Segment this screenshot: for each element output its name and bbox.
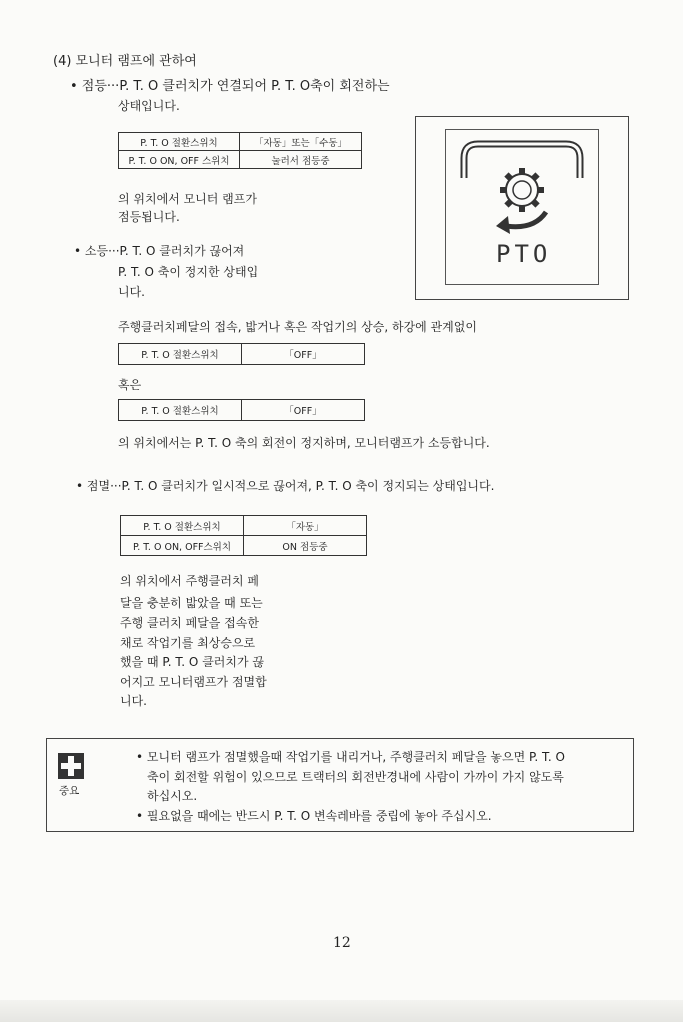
on-line-1: • 점등···P. T. O 클러치가 연결되어 P. T. O축이 회전하는 <box>70 79 390 94</box>
on-after-2: 점등됩니다. <box>118 210 180 224</box>
table-row <box>121 516 367 536</box>
table-cell: P. T. O 절환스위치 <box>119 133 240 151</box>
warning-line-1: • 모니터 램프가 점멸했을때 작업기를 내리거나, 주행클러치 페달을 놓으면 P. T. O <box>136 750 565 764</box>
blink-para-5: 했을 때 P. T. O 클러치가 끊 <box>120 655 264 669</box>
on-after-1: 의 위치에서 모니터 램프가 <box>118 192 257 206</box>
table-cell: 「OFF」 <box>242 400 365 421</box>
blink-line-1: • 점멸···P. T. O 클러치가 일시적으로 끊어져, P. T. O 축이 정지되는 상태입니다. <box>76 479 495 493</box>
table-cell: P. T. O ON, OFF 스위치 <box>119 151 240 169</box>
warning-box <box>46 738 634 832</box>
blink-para-6: 어지고 모니터램프가 점멸합 <box>120 675 267 689</box>
off-table-1 <box>118 343 365 365</box>
warning-line-2: 축이 회전할 위험이 있으므로 트랙터의 회전반경내에 사람이 가까이 가지 않도록 <box>147 770 564 784</box>
off-or: 혹은 <box>118 378 142 392</box>
table-row <box>119 400 365 421</box>
off-line-2: P. T. O 축이 정지한 상태입 <box>118 265 259 279</box>
table-cell: 「자동」 <box>244 516 367 536</box>
pto-figure-frame <box>445 129 599 285</box>
blink-para-2: 달을 충분히 밟았을 때 또는 <box>120 596 263 610</box>
warning-line-4: • 필요없을 때에는 반드시 P. T. O 변속레바를 중립에 놓아 주십시오. <box>136 809 492 823</box>
section-heading: (4) 모니터 램프에 관하여 <box>53 54 197 69</box>
table-cell: P. T. O 절환스위치 <box>121 516 244 536</box>
off-table-2 <box>118 399 365 421</box>
off-desc: 주행클러치페달의 접속, 밟거나 혹은 작업기의 상승, 하강에 관계없이 <box>118 320 477 334</box>
table-row <box>121 536 367 556</box>
table-cell: 눌러서 점등중 <box>240 151 362 169</box>
warning-label: 중요 <box>59 785 80 797</box>
table-cell: 「자동」또는「수동」 <box>240 133 362 151</box>
blink-table <box>120 515 367 556</box>
table-cell: 「OFF」 <box>242 344 365 365</box>
warning-line-3: 하십시오. <box>147 789 198 803</box>
table-cell: P. T. O 절환스위치 <box>119 400 242 421</box>
on-table <box>118 132 362 169</box>
table-row <box>119 344 365 365</box>
pto-monitor-figure <box>415 116 629 300</box>
blink-para-4: 채로 작업기를 최상승으로 <box>120 636 256 650</box>
page-number: 12 <box>333 935 351 951</box>
off-line-3: 니다. <box>118 285 145 299</box>
pto-label: PTO <box>496 240 552 268</box>
off-line-1: • 소등···P. T. O 클러치가 끊어져 <box>74 244 245 258</box>
table-cell: ON 점등중 <box>244 536 367 556</box>
on-line-2: 상태입니다. <box>118 99 180 113</box>
table-cell: P. T. O 절환스위치 <box>119 344 242 365</box>
important-cross-icon <box>58 753 84 779</box>
table-row <box>119 133 362 151</box>
table-row <box>119 151 362 169</box>
table-cell: P. T. O ON, OFF스위치 <box>121 536 244 556</box>
scan-edge <box>0 1000 683 1022</box>
blink-para-3: 주행 클러치 페달을 접속한 <box>120 616 259 630</box>
blink-para-7: 니다. <box>120 694 147 708</box>
blink-para-1: 의 위치에서 주행클러치 페 <box>120 574 259 588</box>
off-after: 의 위치에서는 P. T. O 축의 회전이 정지하며, 모니터램프가 소등합니다. <box>118 436 490 450</box>
